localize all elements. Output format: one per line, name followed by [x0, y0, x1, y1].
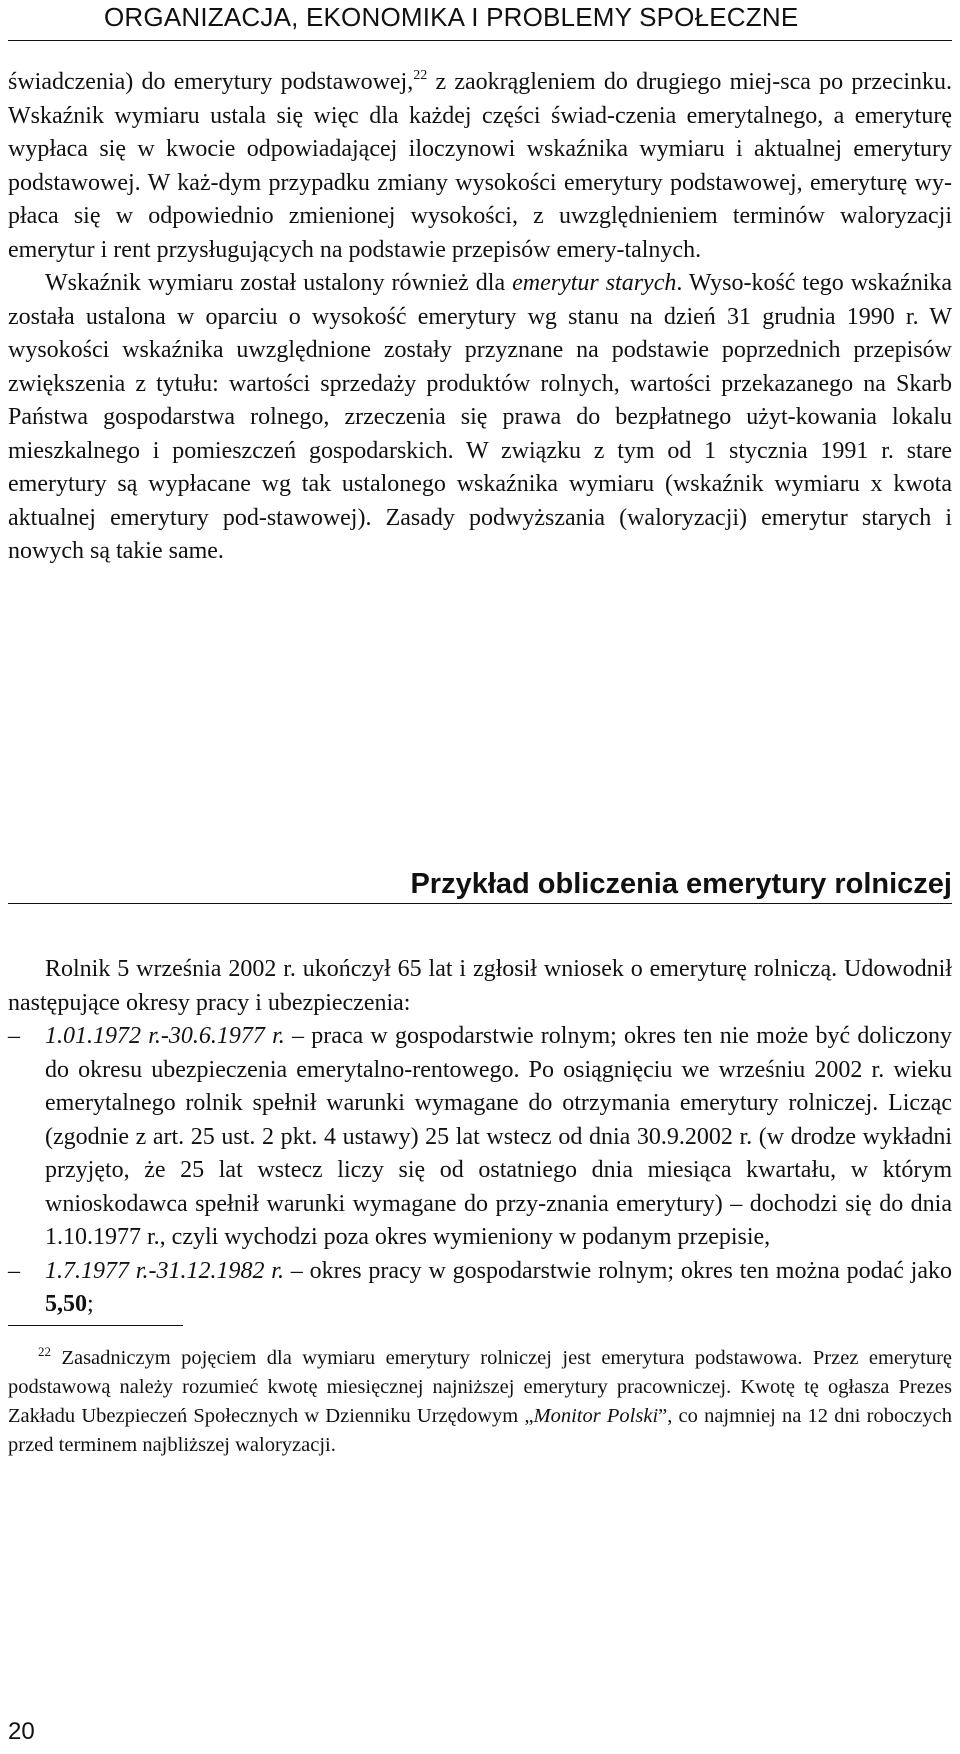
example-text — [8, 953, 952, 1322]
intro-p1-rest: z zaokrągleniem do drugiego miej-sca po przecinku. Wskaźnik wymiaru ustala się więc dla każdej części świad-czenia emerytalnego, a emeryturę wypłaca się w kwocie odpowiadającej iloczynowi wskaźnika wymiaru i aktualnej emerytury podstawowej. W każ-dym przypadku zmiany wysokości emerytury podstawowej, emeryturę wy-płaca się w odpowiednio zmienionej wysokości, z uwzględnieniem terminów waloryzacji emerytur i rent przysługujących na podstawie przepisów emery-talnych. — [8, 69, 952, 263]
footnote-emphasis: Monitor Polski — [533, 1405, 659, 1427]
intro-p2-start: Wskaźnik wymiaru został ustalony również dla — [45, 270, 513, 296]
footnote-indent — [8, 1347, 38, 1369]
footnote-text-start: Zasadniczym pojęciem dla wymiaru emerytury rolniczej jest emerytura podstawowa. Przez emeryturę podstawową należy rozumieć kwotę miesięcznej najniższej emerytury pracowniczej. Kwotę tę ogłasza Prezes Zakładu Ubezpieczeń Społecznych w Dzienniku Urzędowym „ — [8, 1347, 952, 1427]
list-item — [8, 1020, 952, 1255]
footnote-number: 22 — [38, 1344, 51, 1359]
period-description: – okres pracy w gospodarstwie rolnym; okres ten można podać jako — [283, 1257, 952, 1284]
intro-text — [8, 66, 952, 569]
footnote-rule — [8, 1325, 183, 1326]
intro-p2-rest: . Wyso-kość tego wskaźnika została ustalona w oparciu o wysokość emerytury wg stanu na dzień 31 grudnia 1990 r. W wysokości wskaźnika uwzględnione zostały przyznane na podstawie poprzednich przepisów zwiększenia z tytułu: wartości sprzedaży produktów rolnych, wartości przekazanego na Skarb Państwa gospodarstwa rolnego, zrzeczenia się prawa do bezpłatnego użyt-kowania lokalu mieszkalnego i pomieszczeń gospodarskich. W związku z tym od 1 stycznia 1991 r. stare emerytury są wypłacane wg tak ustalonego wskaźnika wymiaru (wskaźnik wymiaru x kwota aktualnej emerytury pod-stawowej). Zasady podwyższania (waloryzacji) emerytur starych i nowych są takie same. — [8, 270, 953, 564]
list-dash: – — [8, 1023, 20, 1049]
intro-p2-emphasis: emerytur starych — [512, 270, 677, 296]
footnote-reference: 22 — [413, 68, 428, 83]
section-rule — [8, 903, 952, 904]
footnote — [8, 1344, 952, 1460]
example-lead: Rolnik 5 września 2002 r. ukończył 65 lat i zgłosił wniosek o emeryturę rolniczą. Udowodnił następujące okresy pracy i ubezpieczenia: — [8, 956, 952, 1016]
section-title: Przykład obliczenia emerytury rolniczej — [410, 868, 952, 900]
list-dash: – — [8, 1257, 20, 1284]
list-item — [8, 1255, 952, 1322]
period-label: 1.7.1977 r.-31.12.1982 r. — [45, 1257, 284, 1284]
period-value: 5,50 — [45, 1291, 87, 1317]
footnote-text-end: ”, co najmniej na 12 dni roboczych przed terminem najbliższej waloryzacji. — [8, 1405, 952, 1456]
running-header: ORGANIZACJA, EKONOMIKA I PROBLEMY SPOŁECZNE — [104, 2, 799, 32]
period-list — [8, 1020, 952, 1322]
intro-paragraph-1 — [8, 66, 952, 267]
page-number: 20 — [8, 1718, 35, 1745]
intro-paragraph-2 — [8, 267, 952, 569]
period-description: – praca w gospodarstwie rolnym; okres ten nie może być doliczony do okresu ubezpieczenia emerytalno-rentowego. Po osiągnięciu we wrześniu 2002 r. wieku emerytalnego rolnik spełnił warunki wymagane do otrzymania emerytury rolniczej. Licząc (zgodnie z art. 25 ust. 2 pkt. 4 ustawy) 25 lat wstecz od dnia 30.9.2002 r. (w drodze wykładni przyjęto, że 25 lat wstecz liczy się od ostatniego dnia miesiąca kwartału, w którym wnioskodawca spełnił warunki wymagane do przy-znania emerytury) – dochodzi się do dnia 1.10.1977 r., czyli wychodzi poza okres wymieniony w podanym przepisie, — [45, 1023, 953, 1250]
period-label: 1.01.1972 r.-30.6.1977 r. — [45, 1023, 285, 1049]
intro-p1-start: świadczenia) do emerytury podstawowej, — [8, 69, 414, 95]
period-tail: ; — [87, 1291, 94, 1317]
header-rule — [8, 40, 952, 41]
